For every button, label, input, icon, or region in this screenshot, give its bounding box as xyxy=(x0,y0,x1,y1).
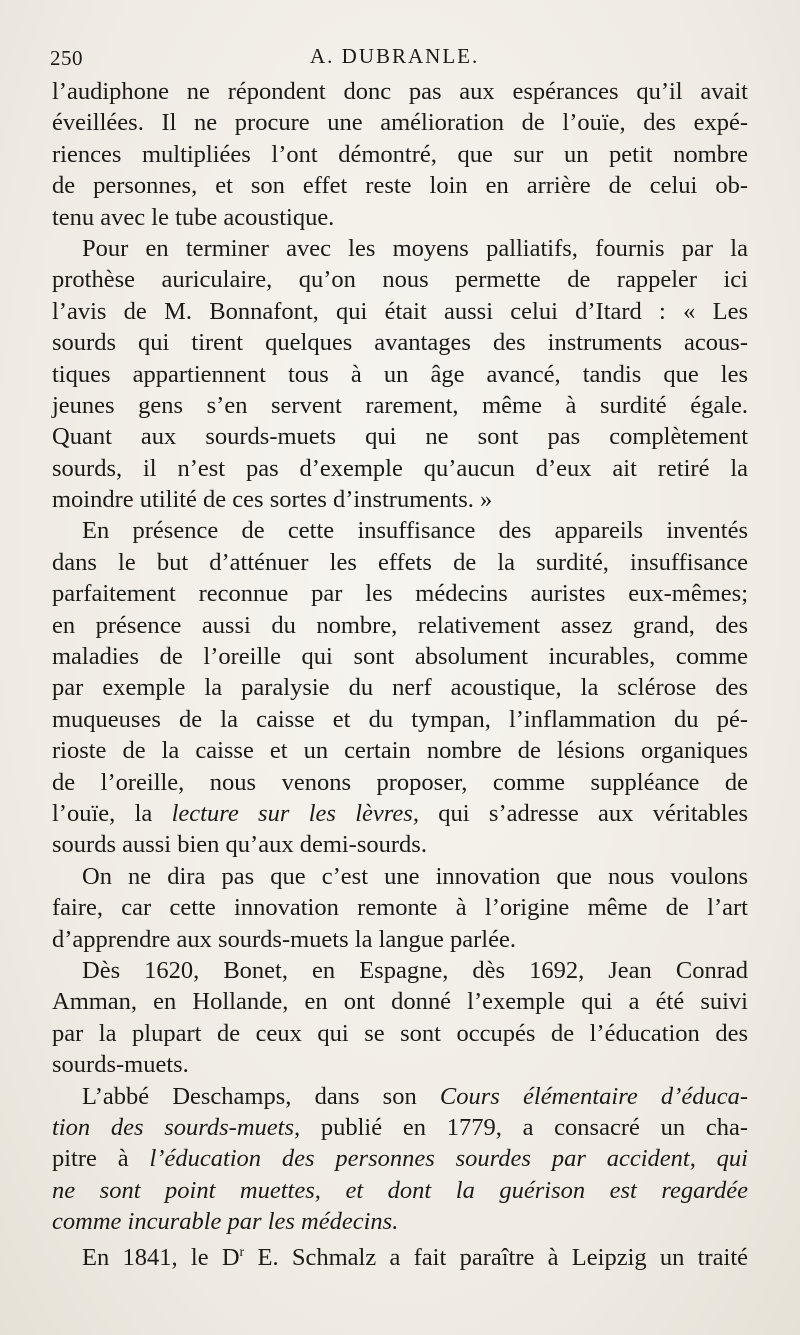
text-line: On ne dira pas que c’est une innovation que nous voulons xyxy=(82,862,748,890)
text-line: de l’oreille, nous venons proposer, comme suppléance de xyxy=(52,768,748,796)
text-line: sourds-muets. xyxy=(52,1051,189,1079)
body-text xyxy=(52,76,749,1272)
text-line: dans le but d’atténuer les effets de la surdité, insuffisance xyxy=(52,548,748,576)
text-line xyxy=(52,1081,748,1112)
text-segment: qui s’adresse aux véritables xyxy=(418,799,748,827)
text-line xyxy=(52,1206,748,1237)
text-line: sourds aussi bien qu’aux demi-sourds. xyxy=(52,831,427,859)
page-number: 250 xyxy=(50,46,83,70)
text-line: tiques appartiennent tous à un âge avancé, tandis que les xyxy=(52,360,748,388)
text-line: faire, car cette innovation remonte à l’origine même de l’art xyxy=(52,894,748,922)
italic-text: tion des sourds-muets, xyxy=(52,1113,301,1141)
text-line: rioste de la caisse et un certain nombre de lésions organiques xyxy=(52,737,748,765)
text-line: jeunes gens s’en servent rarement, même à surdité égale. xyxy=(52,391,748,419)
text-line xyxy=(52,798,748,829)
text-line: riences multipliées l’ont démontré, que sur un petit nombre xyxy=(52,140,748,168)
italic-text: comme incurable par les médecins. xyxy=(52,1208,399,1236)
text-line: de personnes, et son effet reste loin en arrière de celui ob- xyxy=(52,172,748,200)
italic-text: Cours élémentaire d’éduca- xyxy=(439,1082,748,1110)
text-line: Quant aux sourds-muets qui ne sont pas complètement xyxy=(52,423,748,451)
text-line: l’avis de M. Bonnafont, qui était aussi celui d’Itard : « Les xyxy=(52,297,748,325)
text-line xyxy=(52,1237,748,1272)
text-line: maladies de l’oreille qui sont absolument incurables, comme xyxy=(52,643,748,671)
text-line: Amman, en Hollande, en ont donné l’exemple qui a été suivi xyxy=(52,988,748,1016)
text-line: moindre utilité de ces sortes d’instruments. » xyxy=(52,486,493,514)
text-segment: l’ouïe, la xyxy=(52,799,172,827)
text-line: éveillées. Il ne procure une amélioration de l’ouïe, des expé- xyxy=(52,109,748,137)
text-line xyxy=(52,1175,748,1206)
text-line: muqueuses de la caisse et du tympan, l’inflammation du pé- xyxy=(52,705,748,733)
text-line: tenu avec le tube acoustique. xyxy=(52,203,335,231)
text-segment: pitre à xyxy=(52,1145,150,1173)
text-line: en présence aussi du nombre, relativement assez grand, des xyxy=(52,611,748,639)
italic-text: et dont la guérison est regardée xyxy=(345,1176,749,1204)
text-line: sourds qui tirent quelques avantages des instruments acous- xyxy=(52,329,748,357)
superscript-text: r xyxy=(239,1245,245,1261)
text-line: sourds, il n’est pas d’exemple qu’aucun d’eux ait retiré la xyxy=(52,454,748,482)
italic-text: lecture sur les lèvres, xyxy=(171,799,419,827)
text-line: Pour en terminer avec les moyens palliatifs, fournis par la xyxy=(82,234,748,262)
page-header xyxy=(50,40,750,74)
text-line: par exemple la paralysie du nerf acoustique, la sclérose des xyxy=(52,674,748,702)
text-line: prothèse auriculaire, qu’on nous permette de rappeler ici xyxy=(52,266,748,294)
text-line xyxy=(52,1112,748,1143)
text-segment: L’abbé Deschamps, dans son xyxy=(82,1082,440,1110)
italic-text: ne sont point muettes, xyxy=(52,1176,321,1204)
text-line: En présence de cette insuffisance des appareils inventés xyxy=(82,517,748,545)
text-segment: publié en 1779, a consacré un cha- xyxy=(300,1113,748,1141)
text-line: parfaitement reconnue par les médecins auristes eux-mêmes; xyxy=(52,580,748,608)
text-segment: En 1841, le D xyxy=(82,1244,240,1272)
text-line: l’audiphone ne répondent donc pas aux espérances qu’il avait xyxy=(52,78,748,105)
text-segment xyxy=(321,1177,346,1204)
running-head: A. DUBRANLE. xyxy=(310,44,480,68)
text-line: d’apprendre aux sourds-muets la langue parlée. xyxy=(52,925,516,953)
text-line: par la plupart de ceux qui se sont occupés de l’éducation des xyxy=(52,1019,748,1047)
italic-text: l’éducation des personnes sourdes par accident, qui xyxy=(149,1145,748,1173)
text-line xyxy=(52,1143,748,1174)
text-segment: E. Schmalz a fait paraître à Leipzig un traité xyxy=(244,1244,748,1272)
text-line: Dès 1620, Bonet, en Espagne, dès 1692, Jean Conrad xyxy=(82,956,748,984)
